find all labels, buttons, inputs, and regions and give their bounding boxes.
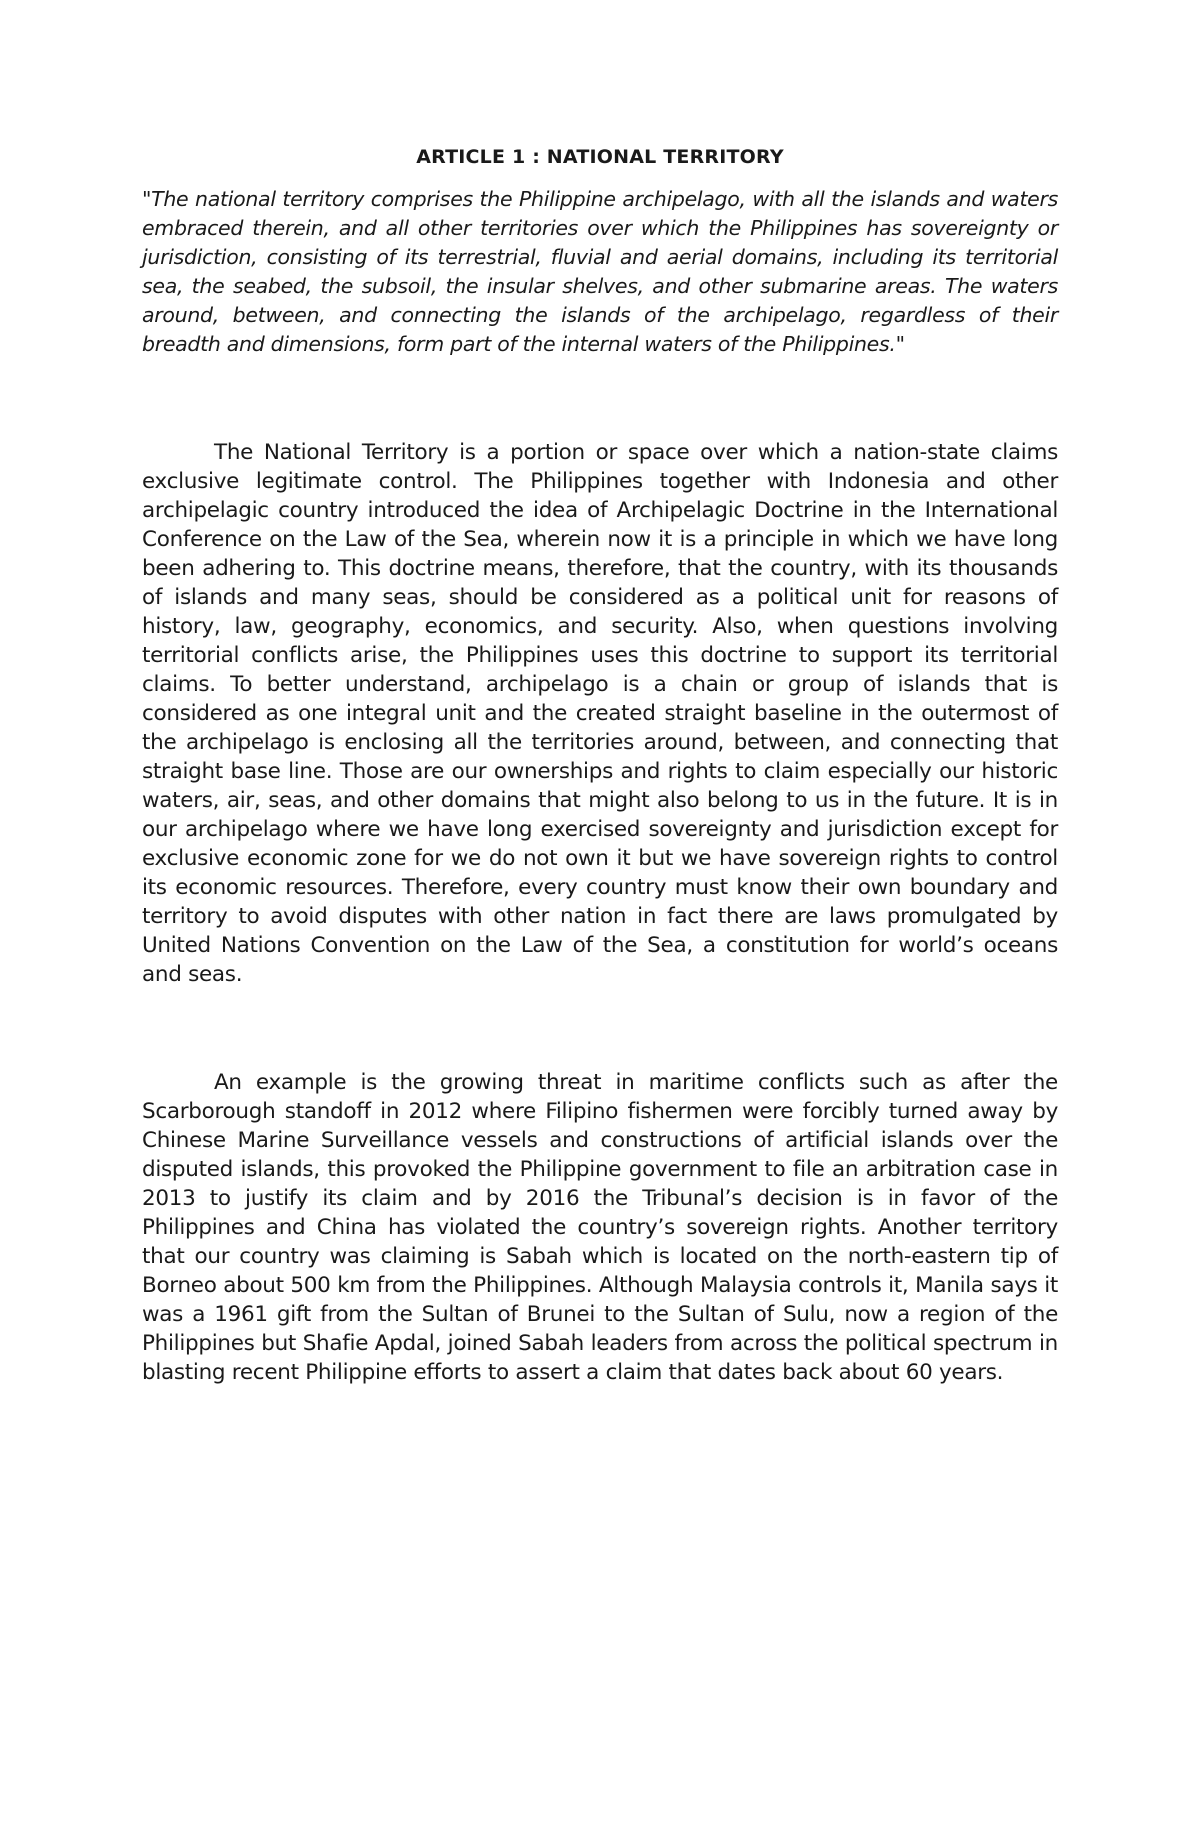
paragraph-national-territory: The National Territory is a portion or space over which a nation-state claims exclusive legitimate control. The Philippines together with Indonesia and other archipelagic country introduced the idea of Archipelagic Doctrine in the International Conference on the Law of the Sea, wherein now it is a principle in which we have long been adhering to. This doctrine means, therefore, that the country, with its thousands of islands and many seas, should be considered as a political unit for reasons of history, law, geography, economics, and security. Also, when questions involving territorial conflicts arise, the Philippines uses this doctrine to support its territorial claims. To better understand, archipelago is a chain or group of islands that is considered as one integral unit and the created straight baseline in the outermost of the archipelago is enclosing all the territories around, between, and connecting that straight base line. Those are our ownerships and rights to claim especially our historic waters, air, seas, and other domains that might also belong to us in the future. It is in our archipelago where we have long exercised sovereignty and jurisdiction except for exclusive economic zone for we do not own it but we have sovereign rights to control its economic resources. Therefore, every country must know their own boundary and territory to avoid disputes with other nation in fact there are laws promulgated by United Nations Convention on the Law of the Sea, a constitution for world’s oceans and seas. (142, 440, 1058, 987)
constitution-quote: "The national territory comprises the Philippine archipelago, with all the islands and waters embraced therein, and all other territories over which the Philippines has sovereignty or jurisdiction, consisting of its terrestrial, fluvial and aerial domains, including its territorial sea, the seabed, the subsoil, the insular shelves, and other submarine areas. The waters around, between, and connecting the islands of the archipelago, regardless of their breadth and dimensions, form part of the internal waters of the Philippines." (142, 187, 1058, 356)
paragraph-spacer (142, 989, 1058, 1068)
paragraph-maritime-conflicts: An example is the growing threat in maritime conflicts such as after the Scarborough standoff in 2012 where Filipino fishermen were forcibly turned away by Chinese Marine Surveillance vessels and constructions of artificial islands over the disputed islands, this provoked the Philippine government to file an arbitration case in 2013 to justify its claim and by 2016 the Tribunal’s decision is in favor of the Philippines and China has violated the country’s sovereign rights. Another territory that our country was claiming is Sabah which is located on the north-eastern tip of Borneo about 500 km from the Philippines. Although Malaysia controls it, Manila says it was a 1961 gift from the Sultan of Brunei to the Sultan of Sulu, now a region of the Philippines but Shafie Apdal, joined Sabah leaders from across the political spectrum in blasting recent Philippine efforts to assert a claim that dates back about 60 years. (142, 1070, 1058, 1385)
paragraph-spacer (142, 359, 1058, 438)
document-body (142, 145, 1058, 1387)
article-title: ARTICLE 1 : NATIONAL TERRITORY (416, 146, 784, 168)
